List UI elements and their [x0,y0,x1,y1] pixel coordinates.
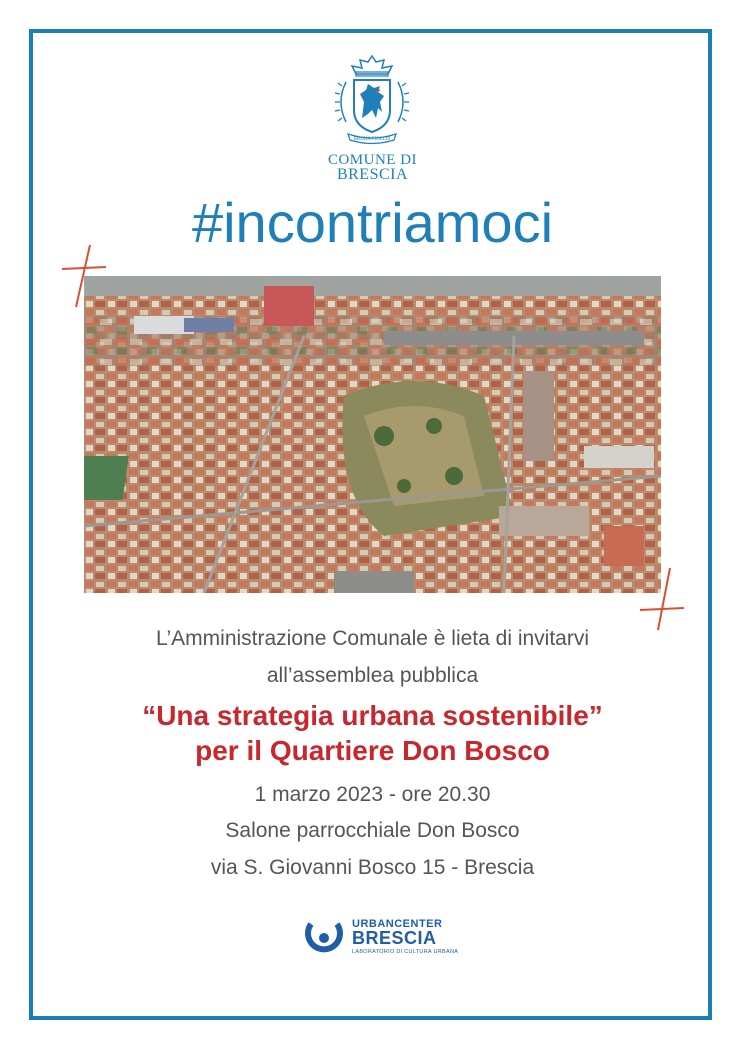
urbancenter-logo [303,918,459,958]
comune-line2: BRESCIA [336,166,409,183]
urbancenter-mark-icon [303,920,345,956]
invite-line2: all’assemblea pubblica [266,664,479,687]
aerial-photo [84,276,661,593]
event-address: via S. Giovanni Bosco 15 - Brescia [210,856,535,879]
urbancenter-line3: LABORATORIO DI CULTURA URBANA [352,949,459,955]
invite-line1: L’Amministrazione Comunale è lieta di invitarvi [155,627,590,650]
urbancenter-line1: URBANCENTER [352,918,443,930]
event-date: 1 marzo 2023 - ore 20.30 [254,783,491,806]
comune-line1: COMUNE DI [327,152,418,168]
event-title-line1: “Una strategia urbana sostenibile” [142,700,603,731]
crest-icon [332,52,412,148]
event-venue: Salone parrocchiale Don Bosco [225,819,520,842]
event-title-line2: per il Quartiere Don Bosco [195,735,550,766]
hashtag-title: #incontriamoci [191,191,554,254]
urbancenter-line2: BRESCIA [352,928,437,948]
crest-motto: BRIXIA FIDELIS [353,137,391,142]
